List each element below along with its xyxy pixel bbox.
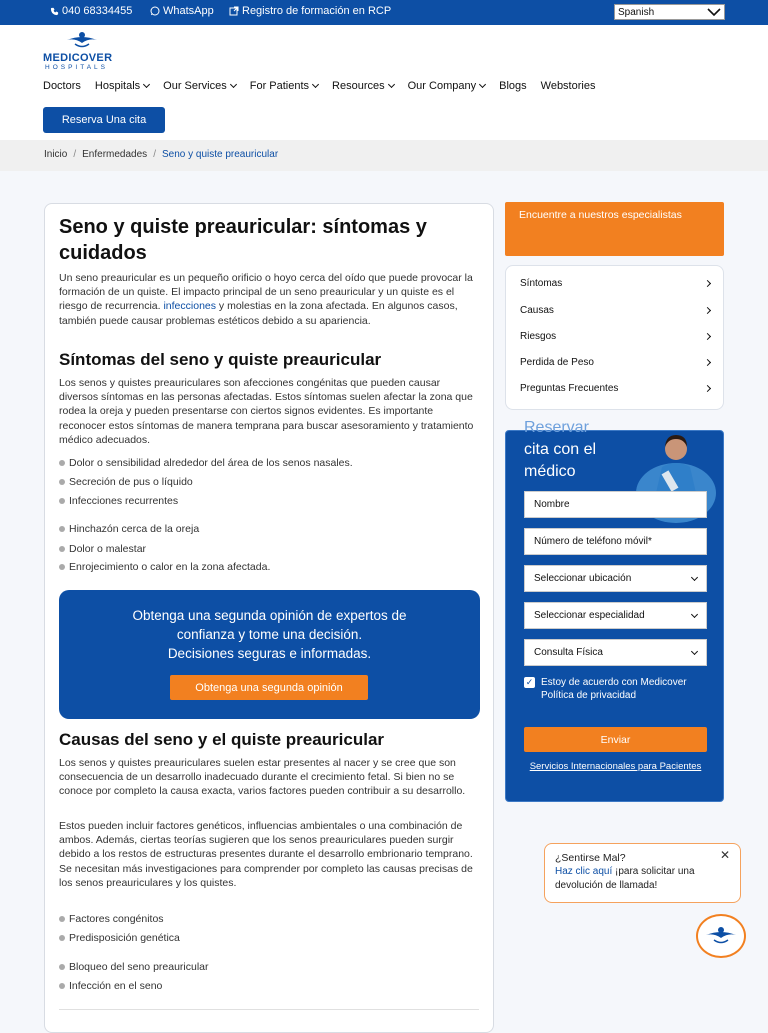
registro-label: Registro de formación en RCP bbox=[242, 5, 392, 17]
list-item bbox=[59, 543, 146, 555]
external-link-icon bbox=[229, 6, 239, 16]
logo-brand: MEDICOVER bbox=[43, 52, 113, 64]
consent-checkbox[interactable]: ✓ bbox=[525, 677, 534, 687]
nav-label: Webstories bbox=[540, 80, 596, 92]
nav-label: Blogs bbox=[499, 80, 527, 92]
field-placeholder: Nombre bbox=[534, 499, 570, 510]
breadcrumb bbox=[0, 140, 768, 171]
phone-number: 040 68334455 bbox=[62, 5, 133, 17]
bullet-icon bbox=[59, 916, 65, 922]
list-item bbox=[59, 495, 178, 507]
top-bar bbox=[0, 0, 768, 25]
breadcrumb-separator: / bbox=[153, 149, 156, 160]
toc-list bbox=[505, 265, 724, 410]
nombre-input[interactable] bbox=[524, 491, 707, 518]
breadcrumb-enfermedades[interactable]: Enfermedades bbox=[82, 149, 148, 160]
registro-link[interactable] bbox=[229, 5, 391, 17]
main-nav bbox=[43, 80, 595, 92]
list-item bbox=[59, 980, 162, 992]
phone-icon bbox=[50, 7, 59, 16]
promo-text bbox=[59, 606, 480, 663]
infecciones-link[interactable]: infecciones bbox=[163, 300, 216, 313]
chevron-down-icon bbox=[143, 81, 150, 88]
nav-for-patients[interactable] bbox=[250, 80, 318, 92]
logo-mark-icon bbox=[65, 31, 99, 51]
popup-title: ¿Sentirse Mal? bbox=[555, 852, 626, 864]
chevron-down-icon bbox=[691, 647, 698, 654]
list-item bbox=[59, 457, 353, 469]
nav-label: Resources bbox=[332, 80, 385, 92]
sintomas-paragraph: Los senos y quistes preauriculares son afecciones congénitas que pueden causar diversos síntomas en las personas afectadas. Estos síntomas suelen afectar la zona que rodea la oreja y pueden presentarse con ciertos signos evidentes. Es importante reconocer estos síntomas de manera temprana para buscar asesoramiento y tratamiento médico adecuados. bbox=[59, 377, 474, 446]
form-title-fade: Reservar bbox=[524, 419, 589, 436]
list-item-text: Hinchazón cerca de la oreja bbox=[69, 523, 200, 535]
sintomas-heading: Síntomas del seno y quiste preauricular bbox=[59, 350, 382, 369]
callback-popup bbox=[544, 843, 741, 903]
bullet-icon bbox=[59, 526, 65, 532]
list-item-text: Infecciones recurrentes bbox=[69, 495, 179, 507]
causas-heading: Causas del seno y el quiste preauricular bbox=[59, 730, 385, 749]
toc-item-sintomas[interactable] bbox=[520, 278, 710, 289]
bullet-icon bbox=[59, 935, 65, 941]
breadcrumb-separator: / bbox=[73, 149, 77, 160]
chevron-right-icon bbox=[704, 333, 711, 340]
chat-button[interactable] bbox=[696, 914, 746, 958]
bullet-icon bbox=[59, 498, 65, 504]
specialists-header[interactable]: Encuentre a nuestros especialistas bbox=[505, 202, 724, 256]
chevron-right-icon bbox=[704, 280, 711, 287]
chevron-down-icon bbox=[707, 8, 721, 16]
bullet-icon bbox=[59, 964, 65, 970]
close-icon[interactable]: ✕ bbox=[719, 848, 730, 862]
toc-label: Preguntas Frecuentes bbox=[520, 383, 619, 394]
intro-text-end: y molestias en la zona afectada. En algunos casos, también puede causar problemas estéticos debido a su apariencia. bbox=[59, 300, 458, 327]
toc-label: Perdida de Peso bbox=[520, 357, 594, 368]
chevron-down-icon bbox=[230, 81, 237, 88]
article-card bbox=[44, 203, 494, 1033]
chevron-down-icon bbox=[691, 610, 698, 617]
language-select[interactable] bbox=[614, 4, 725, 20]
international-services-link[interactable]: Servicios Internacionales para Pacientes bbox=[529, 761, 702, 772]
bullet-icon bbox=[59, 479, 65, 485]
consent-label: Estoy de acuerdo con Medicover bbox=[541, 677, 687, 688]
causas-paragraph-1: Los senos y quistes preauriculares suelen estar presentes al nacer y se cree que son consecuencia de un desarrollo inadecuado durante el crecimiento fetal. Si bien no se conoce por completo la causa exacta, varios factores pueden contribuir a su desarrollo. bbox=[59, 757, 466, 798]
nav-resources[interactable] bbox=[332, 80, 394, 92]
logo-mark-icon bbox=[704, 925, 738, 947]
whatsapp-label: WhatsApp bbox=[163, 5, 214, 17]
list-item bbox=[59, 523, 199, 535]
list-item-text: Dolor o sensibilidad alrededor del área de los senos nasales. bbox=[69, 457, 353, 469]
ubicacion-select[interactable] bbox=[524, 565, 707, 592]
select-value: Seleccionar especialidad bbox=[534, 610, 645, 621]
book-appointment-button[interactable]: Reserva Una cita bbox=[43, 107, 165, 133]
breadcrumb-home[interactable]: Inicio bbox=[44, 149, 68, 160]
list-item-text: Predisposición genética bbox=[69, 932, 180, 944]
chevron-down-icon bbox=[312, 81, 319, 88]
field-placeholder: Número de teléfono móvil* bbox=[534, 536, 652, 547]
causas-paragraph-2: Estos pueden incluir factores genéticos, influencias ambientales o una combinación de ambos. Además, ciertas teorías sugieren que los senos preauriculares pueden surgir debido a los restos de estructuras presentes durante el desarrollo embrionario temprano. Se necesitan más investigaciones para comprender por completo las causas precisas de los senos preauriculares y los quistes. bbox=[59, 820, 473, 889]
especialidad-select[interactable] bbox=[524, 602, 707, 629]
bullet-icon bbox=[59, 460, 65, 466]
chevron-down-icon bbox=[479, 81, 486, 88]
list-item bbox=[59, 476, 193, 488]
bullet-icon bbox=[59, 546, 65, 552]
intro-paragraph bbox=[59, 271, 479, 328]
promo-line: confianza y tome una decisión. bbox=[176, 627, 363, 642]
list-item-text: Dolor o malestar bbox=[69, 543, 147, 555]
nav-label: Doctors bbox=[43, 80, 81, 92]
nav-webstories[interactable] bbox=[541, 80, 596, 92]
list-item bbox=[59, 932, 180, 944]
chevron-down-icon bbox=[691, 573, 698, 580]
popup-text bbox=[555, 865, 730, 893]
list-item-text: Bloqueo del seno preauricular bbox=[69, 961, 209, 973]
whatsapp-link[interactable] bbox=[150, 5, 214, 17]
toc-label: Causas bbox=[520, 305, 554, 316]
site-header bbox=[0, 25, 768, 140]
nav-hospitals[interactable] bbox=[95, 80, 149, 92]
intro-text: Un seno preauricular es un pequeño orificio o hoyo cerca del oído que puede provocar la formación de un quiste. El impacto principal de un seno preauricular y un quiste es el riesgo de recurrencia. bbox=[59, 272, 473, 313]
phone-link[interactable] bbox=[50, 5, 132, 17]
consent-row bbox=[524, 676, 707, 702]
nav-doctors[interactable] bbox=[43, 80, 81, 92]
nav-our-services[interactable] bbox=[163, 80, 236, 92]
divider bbox=[59, 1009, 479, 1010]
chevron-right-icon bbox=[704, 307, 711, 314]
select-value: Consulta Física bbox=[534, 647, 603, 658]
list-item bbox=[59, 561, 270, 573]
toc-item-perdida-peso[interactable] bbox=[520, 357, 710, 368]
chevron-right-icon bbox=[704, 359, 711, 366]
language-value: Spanish bbox=[618, 6, 655, 18]
list-item bbox=[59, 913, 164, 925]
popup-message: ¡para solicitar una devolución de llamada! bbox=[555, 866, 695, 891]
select-value: Seleccionar ubicación bbox=[534, 573, 632, 584]
chevron-right-icon bbox=[704, 385, 711, 392]
list-item-text: Secreción de pus o líquido bbox=[69, 476, 193, 488]
chevron-down-icon bbox=[388, 81, 395, 88]
toc-item-faq[interactable] bbox=[520, 383, 710, 394]
page-title: Seno y quiste preauricular: síntomas y cuidados bbox=[59, 216, 427, 264]
popup-click-link[interactable]: Haz clic aquí bbox=[555, 866, 613, 877]
toc-label: Riesgos bbox=[520, 331, 557, 342]
breadcrumb-current: Seno y quiste preauricular bbox=[161, 149, 279, 160]
medicover-logo[interactable] bbox=[43, 31, 123, 71]
nav-label: Our Services bbox=[163, 80, 227, 92]
doctor-illustration-icon bbox=[626, 411, 726, 493]
list-item-text: Factores congénitos bbox=[69, 913, 164, 925]
form-title bbox=[524, 417, 634, 483]
consulta-select[interactable] bbox=[524, 639, 707, 666]
toc-item-causas[interactable] bbox=[520, 305, 710, 316]
toc-item-riesgos[interactable] bbox=[520, 331, 710, 342]
telefono-input[interactable] bbox=[524, 528, 707, 555]
promo-line: Decisiones seguras e informadas. bbox=[167, 646, 372, 661]
nav-label: For Patients bbox=[249, 80, 310, 92]
list-item bbox=[59, 961, 209, 973]
logo-sub: HOSPITALS bbox=[45, 64, 109, 71]
form-title-main: cita con el médico bbox=[524, 441, 597, 480]
nav-our-company[interactable] bbox=[408, 80, 485, 92]
list-item-text: Enrojecimiento o calor en la zona afectada. bbox=[69, 561, 271, 573]
booking-form bbox=[505, 419, 724, 802]
promo-line: Obtenga una segunda opinión de expertos de bbox=[132, 608, 407, 623]
second-opinion-button[interactable]: Obtenga una segunda opinión bbox=[170, 675, 368, 700]
consent-text bbox=[541, 676, 707, 702]
nav-label: Our Company bbox=[407, 80, 477, 92]
toc-label: Síntomas bbox=[520, 278, 563, 289]
whatsapp-icon bbox=[150, 6, 160, 16]
second-opinion-banner bbox=[59, 590, 480, 719]
bullet-icon bbox=[59, 983, 65, 989]
privacy-policy-link[interactable]: Política de privacidad bbox=[541, 690, 637, 701]
bullet-icon bbox=[59, 564, 65, 570]
submit-button[interactable]: Enviar bbox=[524, 727, 707, 752]
nav-label: Hospitals bbox=[94, 80, 141, 92]
list-item-text: Infección en el seno bbox=[69, 980, 163, 992]
nav-blogs[interactable] bbox=[499, 80, 527, 92]
